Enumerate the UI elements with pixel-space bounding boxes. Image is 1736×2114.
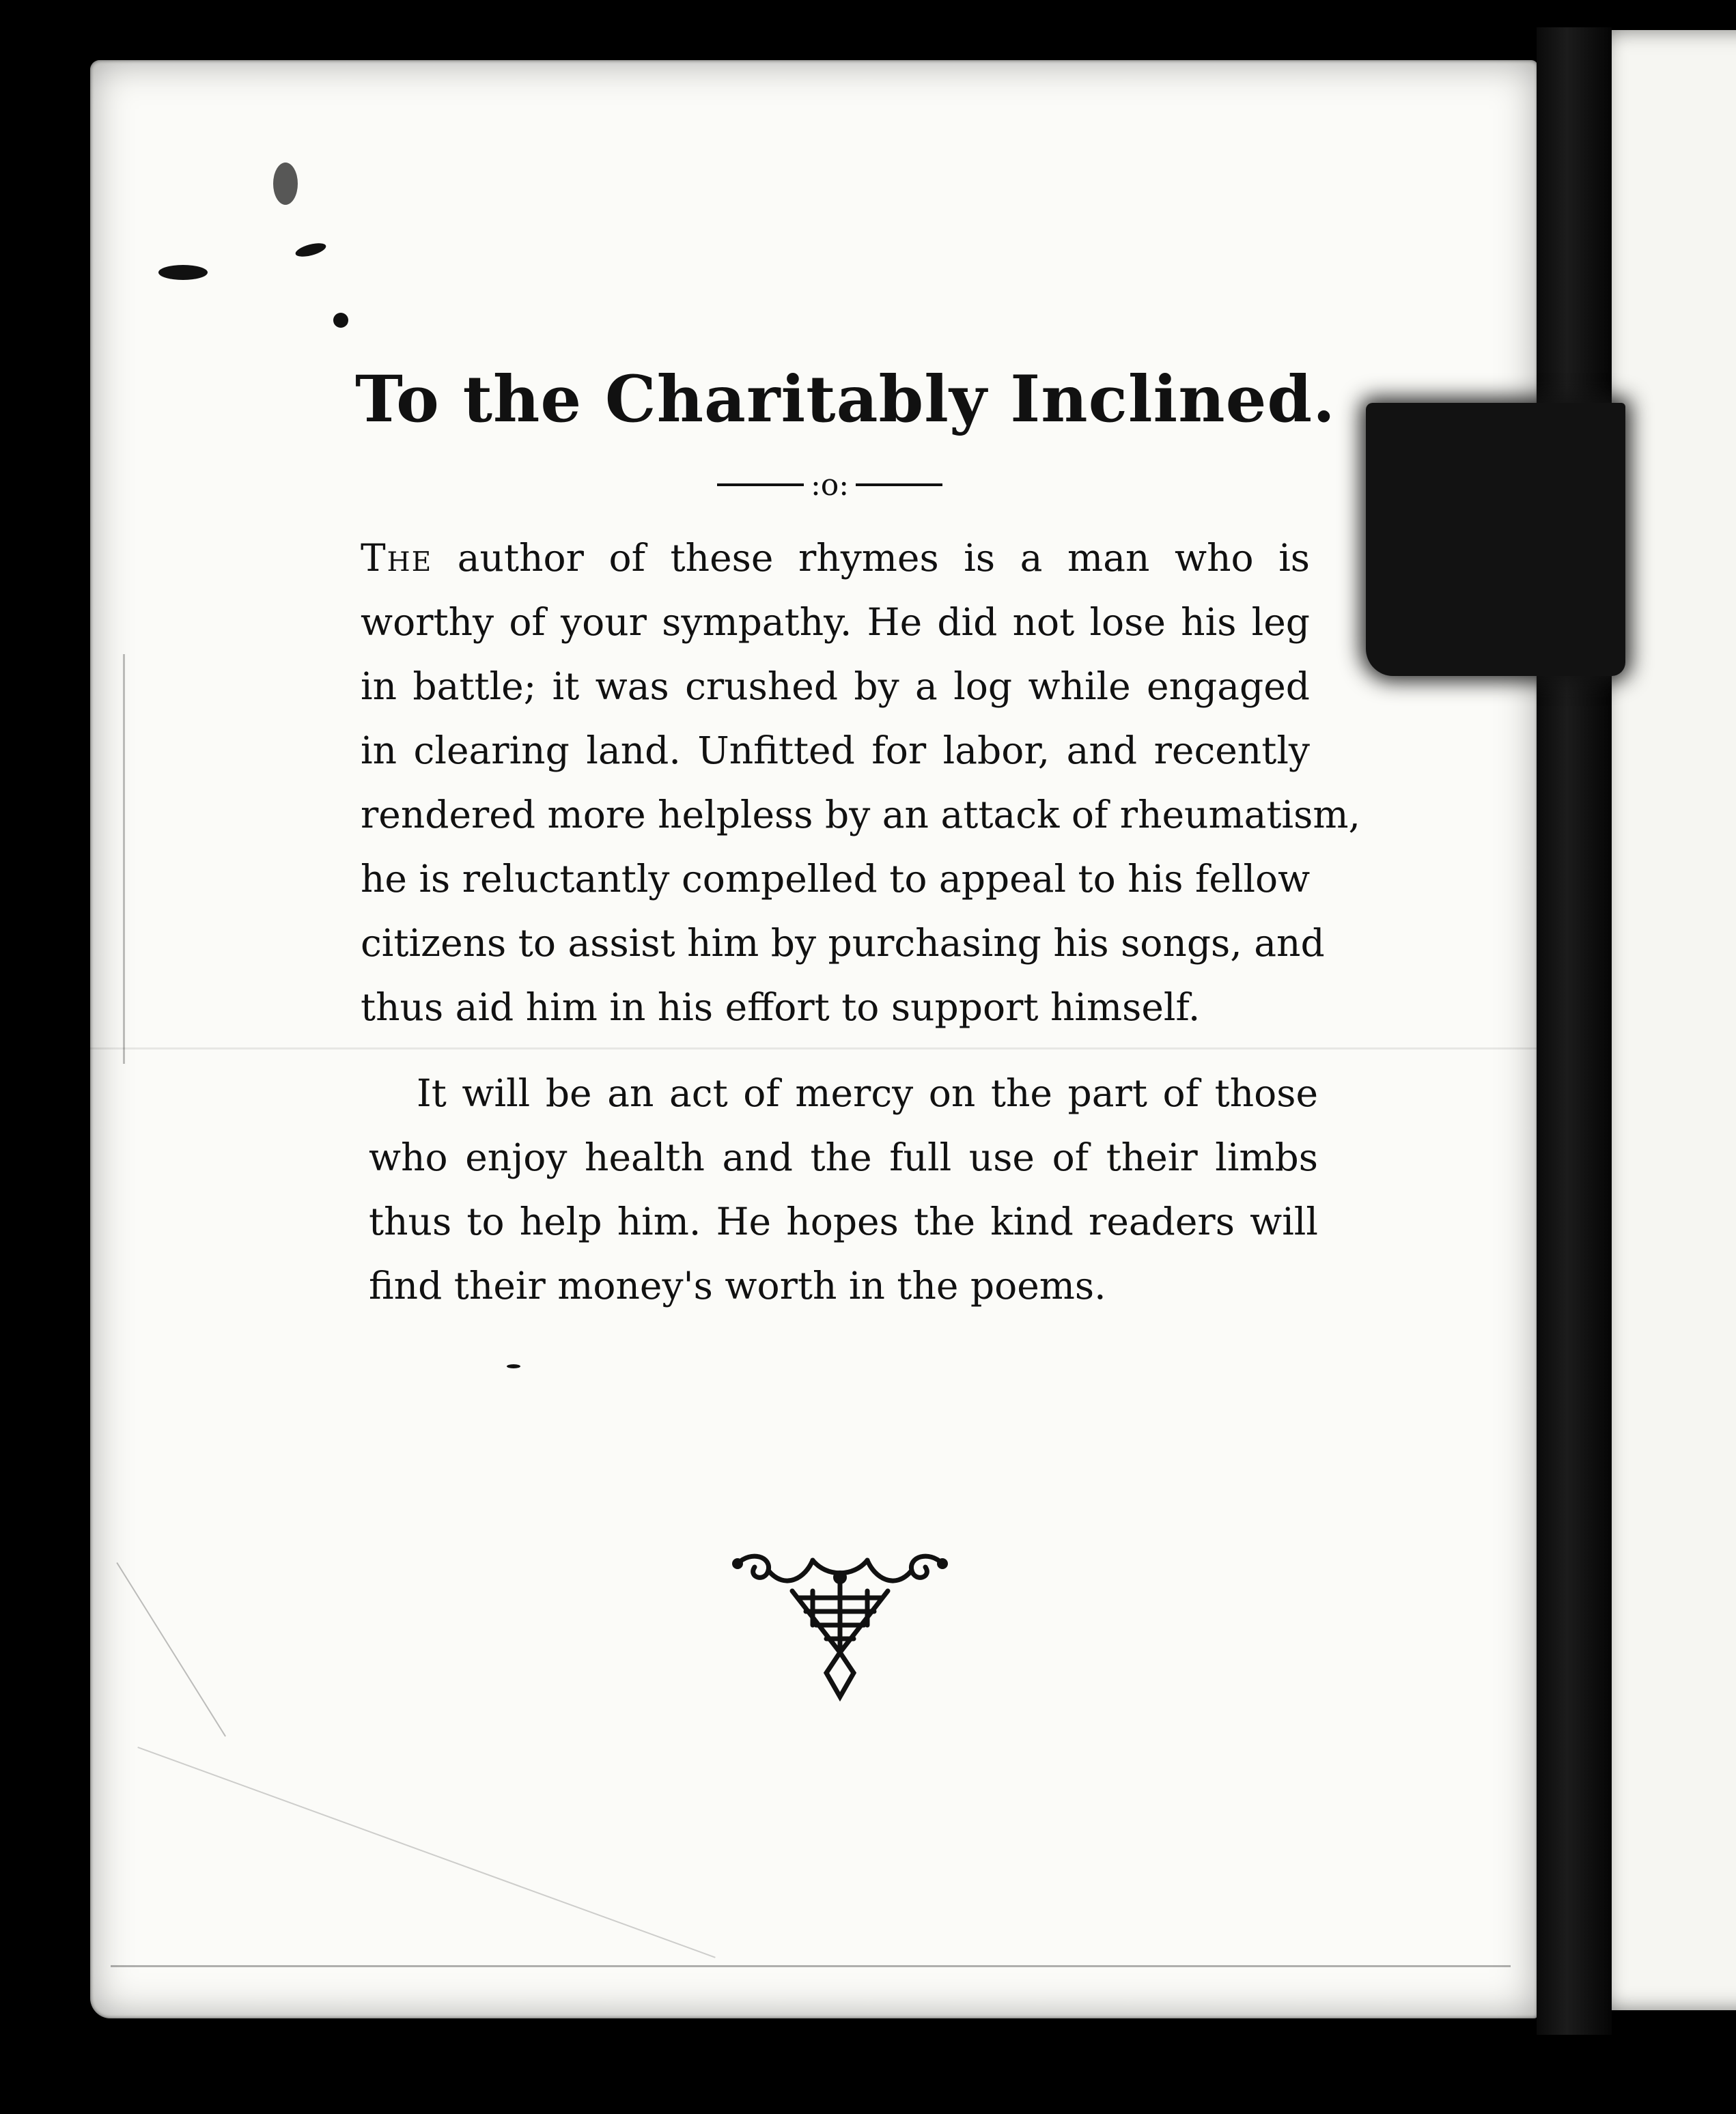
page-bottom-edge [111, 1965, 1511, 1967]
paragraph-line [361, 526, 1310, 590]
ink-smudge [333, 313, 348, 328]
divider-rule [856, 483, 942, 486]
paragraph-line: thus to help him. He hopes the kind readers will [369, 1200, 1318, 1243]
scanned-page [90, 60, 1538, 2018]
fold-line [90, 1047, 1538, 1049]
paragraph-line: who enjoy health and the full use of their limbs [369, 1136, 1318, 1179]
paragraph-line: he is reluctantly compelled to appeal to his fellow [361, 857, 1311, 901]
ink-smudge [294, 240, 328, 259]
paragraph-line: It will be an act of mercy on the part of those [417, 1071, 1318, 1115]
paragraph-line: citizens to assist him by purchasing his songs, and [361, 921, 1325, 965]
paragraph-line: rendered more helpless by an attack of rheumatism, [361, 793, 1360, 836]
ink-smudge [158, 265, 208, 280]
adjacent-page-edge [1598, 30, 1736, 2010]
paragraph-line: worthy of your sympathy. He did not lose his leg [361, 600, 1310, 644]
page-edge-mark [123, 654, 125, 1064]
paragraph-line: thus aid him in his effort to support himself. [361, 985, 1201, 1029]
paragraph-line: find their money's worth in the poems. [369, 1264, 1106, 1308]
paragraph-line: in battle; it was crushed by a log while engaged [361, 664, 1310, 708]
floral-vignette-icon [731, 1550, 949, 1707]
paragraph-2 [369, 1061, 1318, 1318]
binding-tab [1366, 403, 1625, 676]
line-text: author of these rhymes is a man who is [457, 536, 1311, 580]
page-crease [137, 1747, 715, 1958]
divider-rule [717, 483, 804, 486]
page-title: To the Charitably Inclined. [355, 362, 1336, 437]
ink-smudge [507, 1364, 520, 1368]
book-spine [1537, 27, 1612, 2035]
divider-mark: :o: [810, 467, 850, 503]
paragraph-line: in clearing land. Unfitted for labor, and recently [361, 729, 1310, 772]
ink-smudge [273, 163, 298, 205]
lead-word: The [361, 536, 433, 580]
page-crease [116, 1562, 226, 1736]
title-divider [717, 464, 942, 505]
paragraph-1 [361, 526, 1360, 1039]
